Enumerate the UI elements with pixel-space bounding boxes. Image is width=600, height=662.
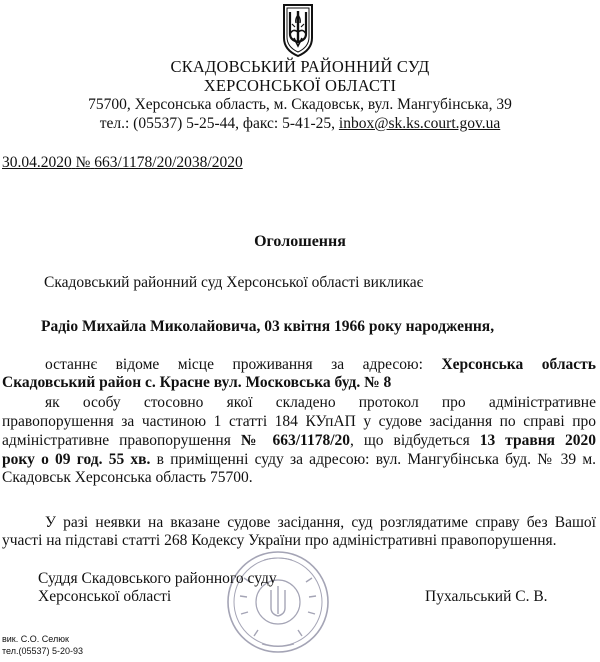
court-address (0, 95, 600, 133)
paragraph-person: Радіо Михайла Миколайовича, 03 квітня 1966 року народження, (41, 318, 495, 335)
executor: вик. С.О. Селюк (2, 634, 69, 644)
absence-warning-line-2: участі на підставі статті 268 Кодексу України про адміністративні правопорушення. (2, 532, 557, 549)
document-title: Оголошення (254, 233, 346, 250)
hearing-date: 13 травня 2020 (479, 432, 596, 449)
address-line-2: Скадовський район с. Красне вул. Московська буд. № 8 (2, 374, 392, 391)
signature-position-line-2: Херсонської області (38, 588, 172, 605)
contacts-line (0, 114, 600, 133)
hearing-address-end: Скадовськ Херсонська область 75700. (2, 469, 253, 486)
hearing-time-line: року о 09 год. 55 хв. в приміщенні суду за адресою: вул. Мангубінська буд. № 39 м. (2, 451, 596, 468)
signature-position-line-1: Суддя Скадовського районного суду (38, 570, 277, 587)
court-name-line1: СКАДОВСЬКИЙ РАЙОННИЙ СУД (170, 57, 430, 76)
hearing-time: року о 09 год. 55 хв. (2, 451, 151, 468)
case-number: № 663/1178/20 (240, 432, 350, 449)
court-seal-stamp (224, 548, 332, 656)
court-name-line2: ХЕРСОНСЬКОЇ ОБЛАСТІ (203, 76, 397, 95)
address-line-1: останнє відоме місце проживання за адресою: Херсонська область (45, 356, 596, 373)
judge-name: Пухальський С. В. (425, 588, 548, 605)
absence-warning-line-1: У разі неявки на вказане судове засідання, суд розглядатиме справу без Вашої (45, 514, 596, 531)
trident-coat-of-arms-icon (281, 2, 315, 58)
reference-number: 663/1178/20/2038/2020 (94, 154, 243, 171)
court-name (0, 57, 600, 95)
document-reference (2, 154, 243, 172)
protocol-line-1: як особу стосовно якої складено протокол про адміністративне (45, 394, 596, 411)
protocol-line-2: правопорушення за частиною 1 статті 184 КУпАП у судове засідання по справі про (2, 413, 596, 430)
paragraph-summons: Скадовський районний суд Херсонської області викликає (44, 274, 424, 291)
postal-address: 75700, Херсонська область, м. Скадовськ, вул. Мангубінська, 39 (88, 96, 512, 113)
reference-number-sign: № (75, 154, 91, 171)
email-link[interactable]: inbox@sk.ks.court.gov.ua (338, 115, 501, 132)
case-line: адміністративне правопорушення № 663/1178/20, що відбудеться 13 травня 2020 (2, 432, 596, 449)
reference-date: 30.04.2020 (2, 154, 72, 171)
phone-fax: тел.: (05537) 5-25-44, факс: 5-41-25, (99, 115, 339, 132)
executor-phone: тел.(05537) 5-20-93 (2, 646, 84, 656)
